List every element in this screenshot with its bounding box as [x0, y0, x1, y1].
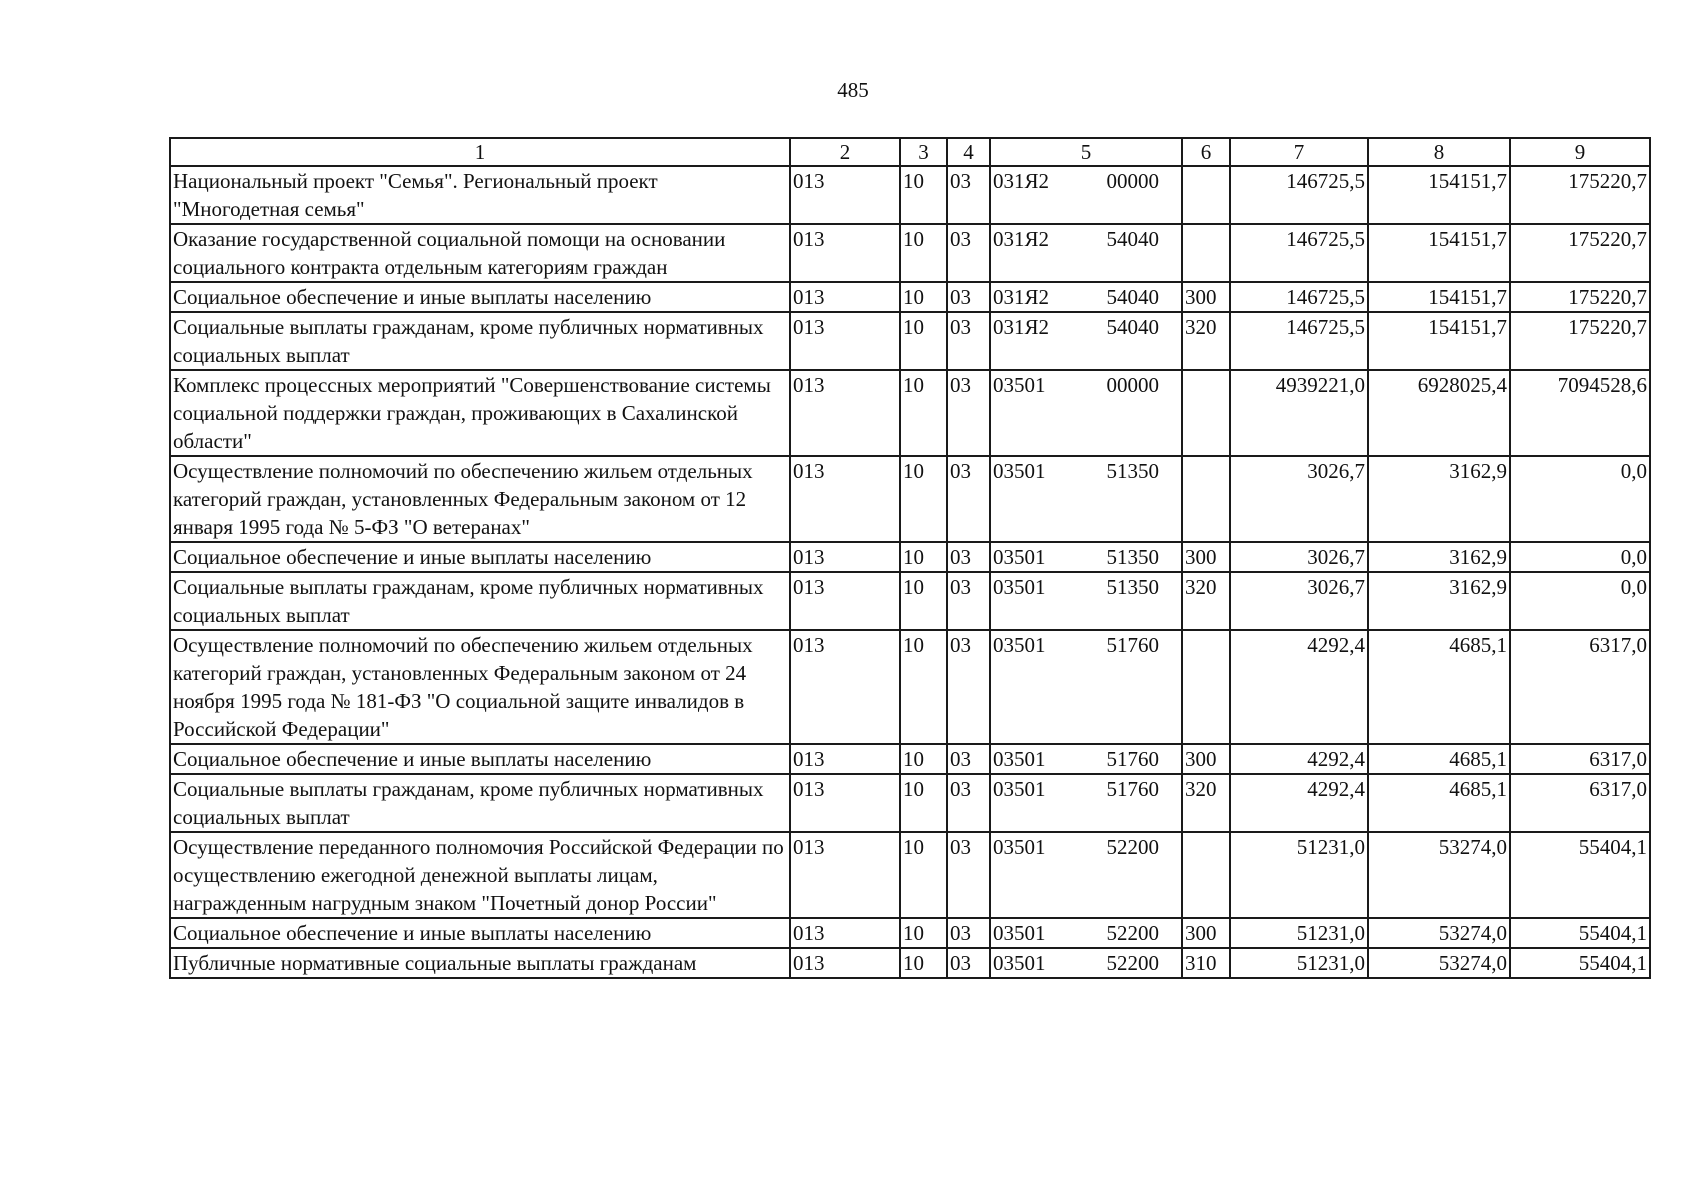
- table-row: [170, 832, 1650, 918]
- column-header-4: 4: [947, 138, 990, 166]
- row-name: Публичные нормативные социальные выплаты гражданам: [170, 948, 790, 978]
- row-expense-type: 300: [1182, 282, 1230, 312]
- row-subsection-code: 03: [947, 224, 990, 282]
- column-header-3: 3: [900, 138, 947, 166]
- row-amount-col9: 55404,1: [1510, 832, 1650, 918]
- table-row: [170, 774, 1650, 832]
- row-target-article: [990, 832, 1182, 918]
- header-row: [170, 138, 1650, 166]
- target-article-program: 03501: [993, 777, 1046, 801]
- target-article-program: 03501: [993, 835, 1046, 859]
- row-section-code: 10: [900, 948, 947, 978]
- row-subsection-code: 03: [947, 166, 990, 224]
- row-subsection-code: 03: [947, 918, 990, 948]
- target-article-program: 03501: [993, 747, 1046, 771]
- row-ministry-code: 013: [790, 948, 900, 978]
- table-row: [170, 166, 1650, 224]
- row-amount-col8: 6928025,4: [1368, 370, 1510, 456]
- row-amount-col8: 3162,9: [1368, 456, 1510, 542]
- target-article-direction: 00000: [1106, 373, 1159, 397]
- row-section-code: 10: [900, 542, 947, 572]
- row-expense-type: 300: [1182, 744, 1230, 774]
- row-ministry-code: 013: [790, 166, 900, 224]
- row-amount-col8: 4685,1: [1368, 774, 1510, 832]
- row-amount-col9: 0,0: [1510, 542, 1650, 572]
- row-amount-col7: 146725,5: [1230, 312, 1368, 370]
- row-amount-col9: 0,0: [1510, 456, 1650, 542]
- row-target-article: [990, 370, 1182, 456]
- row-expense-type: 300: [1182, 918, 1230, 948]
- row-subsection-code: 03: [947, 630, 990, 744]
- row-section-code: 10: [900, 456, 947, 542]
- row-name: Осуществление полномочий по обеспечению жильем отдельных категорий граждан, установленных Федеральным законом от 24 ноября 1995 года № 181-ФЗ "О социальной защите инвалидов в Российской Федерации": [170, 630, 790, 744]
- row-amount-col7: 3026,7: [1230, 456, 1368, 542]
- row-name: Социальное обеспечение и иные выплаты населению: [170, 542, 790, 572]
- row-subsection-code: 03: [947, 370, 990, 456]
- row-amount-col7: 51231,0: [1230, 948, 1368, 978]
- row-ministry-code: 013: [790, 630, 900, 744]
- target-article-direction: 51350: [1106, 575, 1159, 599]
- table-body: [170, 166, 1650, 978]
- row-amount-col8: 53274,0: [1368, 948, 1510, 978]
- table-row: [170, 918, 1650, 948]
- row-ministry-code: 013: [790, 774, 900, 832]
- column-header-6: 6: [1182, 138, 1230, 166]
- row-section-code: 10: [900, 630, 947, 744]
- row-amount-col8: 3162,9: [1368, 572, 1510, 630]
- row-amount-col9: 0,0: [1510, 572, 1650, 630]
- column-header-5: 5: [990, 138, 1182, 166]
- row-section-code: 10: [900, 918, 947, 948]
- table-row: [170, 744, 1650, 774]
- row-section-code: 10: [900, 224, 947, 282]
- row-name: Осуществление переданного полномочия Российской Федерации по осуществлению ежегодной денежной выплаты лицам, награжденным нагрудным знаком "Почетный донор России": [170, 832, 790, 918]
- row-amount-col7: 146725,5: [1230, 282, 1368, 312]
- row-amount-col8: 53274,0: [1368, 918, 1510, 948]
- row-amount-col9: 7094528,6: [1510, 370, 1650, 456]
- row-amount-col9: 6317,0: [1510, 744, 1650, 774]
- target-article-program: 03501: [993, 575, 1046, 599]
- row-amount-col9: 175220,7: [1510, 282, 1650, 312]
- row-subsection-code: 03: [947, 948, 990, 978]
- target-article-program: 03501: [993, 373, 1046, 397]
- row-target-article: [990, 630, 1182, 744]
- row-amount-col9: 175220,7: [1510, 166, 1650, 224]
- row-ministry-code: 013: [790, 744, 900, 774]
- row-amount-col9: 6317,0: [1510, 774, 1650, 832]
- column-header-9: 9: [1510, 138, 1650, 166]
- row-name: Оказание государственной социальной помощи на основании социального контракта отдельным категориям граждан: [170, 224, 790, 282]
- row-amount-col7: 146725,5: [1230, 224, 1368, 282]
- table-row: [170, 630, 1650, 744]
- row-subsection-code: 03: [947, 542, 990, 572]
- row-amount-col9: 55404,1: [1510, 948, 1650, 978]
- row-section-code: 10: [900, 282, 947, 312]
- row-amount-col7: 4292,4: [1230, 744, 1368, 774]
- row-amount-col8: 154151,7: [1368, 282, 1510, 312]
- row-amount-col9: 175220,7: [1510, 224, 1650, 282]
- row-target-article: [990, 774, 1182, 832]
- target-article-direction: 51350: [1106, 545, 1159, 569]
- row-name: Комплекс процессных мероприятий "Совершенствование системы социальной поддержки граждан, проживающих в Сахалинской области": [170, 370, 790, 456]
- column-header-8: 8: [1368, 138, 1510, 166]
- row-target-article: [990, 282, 1182, 312]
- row-amount-col9: 55404,1: [1510, 918, 1650, 948]
- row-name: Национальный проект "Семья". Региональный проект "Многодетная семья": [170, 166, 790, 224]
- row-amount-col9: 6317,0: [1510, 630, 1650, 744]
- table-row: [170, 282, 1650, 312]
- target-article-direction: 52200: [1106, 921, 1159, 945]
- row-amount-col8: 4685,1: [1368, 630, 1510, 744]
- column-header-1: 1: [170, 138, 790, 166]
- row-ministry-code: 013: [790, 832, 900, 918]
- row-amount-col8: 154151,7: [1368, 166, 1510, 224]
- table-row: [170, 456, 1650, 542]
- table-row: [170, 224, 1650, 282]
- target-article-direction: 51760: [1106, 747, 1159, 771]
- row-target-article: [990, 744, 1182, 774]
- row-target-article: [990, 918, 1182, 948]
- target-article-direction: 54040: [1106, 285, 1159, 309]
- row-name: Социальные выплаты гражданам, кроме публичных нормативных социальных выплат: [170, 572, 790, 630]
- target-article-program: 031Я2: [993, 227, 1050, 251]
- row-target-article: [990, 312, 1182, 370]
- target-article-direction: 51760: [1106, 633, 1159, 657]
- row-amount-col7: 4939221,0: [1230, 370, 1368, 456]
- column-header-7: 7: [1230, 138, 1368, 166]
- row-ministry-code: 013: [790, 370, 900, 456]
- row-ministry-code: 013: [790, 542, 900, 572]
- target-article-direction: 51760: [1106, 777, 1159, 801]
- row-subsection-code: 03: [947, 572, 990, 630]
- row-name: Социальные выплаты гражданам, кроме публичных нормативных социальных выплат: [170, 774, 790, 832]
- row-amount-col7: 51231,0: [1230, 832, 1368, 918]
- row-ministry-code: 013: [790, 224, 900, 282]
- target-article-program: 031Я2: [993, 315, 1050, 339]
- row-amount-col8: 3162,9: [1368, 542, 1510, 572]
- row-name: Осуществление полномочий по обеспечению жильем отдельных категорий граждан, установленных Федеральным законом от 12 января 1995 года № 5-ФЗ "О ветеранах": [170, 456, 790, 542]
- target-article-program: 03501: [993, 459, 1046, 483]
- table-row: [170, 312, 1650, 370]
- row-section-code: 10: [900, 370, 947, 456]
- page-number: 485: [837, 78, 869, 102]
- row-section-code: 10: [900, 744, 947, 774]
- row-amount-col7: 3026,7: [1230, 542, 1368, 572]
- row-target-article: [990, 166, 1182, 224]
- row-amount-col7: 4292,4: [1230, 774, 1368, 832]
- row-target-article: [990, 948, 1182, 978]
- row-name: Социальное обеспечение и иные выплаты населению: [170, 744, 790, 774]
- row-amount-col8: 4685,1: [1368, 744, 1510, 774]
- row-target-article: [990, 572, 1182, 630]
- row-amount-col7: 51231,0: [1230, 918, 1368, 948]
- target-article-program: 03501: [993, 545, 1046, 569]
- row-subsection-code: 03: [947, 774, 990, 832]
- row-expense-type: 300: [1182, 542, 1230, 572]
- row-expense-type: 320: [1182, 774, 1230, 832]
- row-expense-type: [1182, 456, 1230, 542]
- row-expense-type: [1182, 630, 1230, 744]
- row-section-code: 10: [900, 832, 947, 918]
- row-ministry-code: 013: [790, 456, 900, 542]
- table-row: [170, 370, 1650, 456]
- row-amount-col8: 53274,0: [1368, 832, 1510, 918]
- target-article-direction: 52200: [1106, 951, 1159, 975]
- row-section-code: 10: [900, 774, 947, 832]
- row-expense-type: [1182, 832, 1230, 918]
- row-target-article: [990, 224, 1182, 282]
- table-row: [170, 948, 1650, 978]
- row-name: Социальное обеспечение и иные выплаты населению: [170, 282, 790, 312]
- row-expense-type: 310: [1182, 948, 1230, 978]
- row-amount-col7: 146725,5: [1230, 166, 1368, 224]
- target-article-direction: 54040: [1106, 227, 1159, 251]
- row-expense-type: [1182, 224, 1230, 282]
- row-subsection-code: 03: [947, 456, 990, 542]
- row-section-code: 10: [900, 572, 947, 630]
- table-row: [170, 572, 1650, 630]
- target-article-direction: 54040: [1106, 315, 1159, 339]
- row-amount-col8: 154151,7: [1368, 312, 1510, 370]
- row-subsection-code: 03: [947, 312, 990, 370]
- row-subsection-code: 03: [947, 744, 990, 774]
- row-section-code: 10: [900, 166, 947, 224]
- row-expense-type: 320: [1182, 572, 1230, 630]
- row-name: Социальные выплаты гражданам, кроме публичных нормативных социальных выплат: [170, 312, 790, 370]
- target-article-program: 031Я2: [993, 169, 1050, 193]
- row-target-article: [990, 542, 1182, 572]
- row-name: Социальное обеспечение и иные выплаты населению: [170, 918, 790, 948]
- target-article-program: 031Я2: [993, 285, 1050, 309]
- target-article-program: 03501: [993, 921, 1046, 945]
- row-amount-col7: 3026,7: [1230, 572, 1368, 630]
- row-ministry-code: 013: [790, 312, 900, 370]
- row-subsection-code: 03: [947, 832, 990, 918]
- row-expense-type: [1182, 370, 1230, 456]
- row-ministry-code: 013: [790, 282, 900, 312]
- target-article-direction: 52200: [1106, 835, 1159, 859]
- target-article-direction: 00000: [1106, 169, 1159, 193]
- target-article-program: 03501: [993, 633, 1046, 657]
- table-row: [170, 542, 1650, 572]
- row-expense-type: 320: [1182, 312, 1230, 370]
- row-ministry-code: 013: [790, 572, 900, 630]
- row-expense-type: [1182, 166, 1230, 224]
- column-header-2: 2: [790, 138, 900, 166]
- target-article-direction: 51350: [1106, 459, 1159, 483]
- row-subsection-code: 03: [947, 282, 990, 312]
- row-target-article: [990, 456, 1182, 542]
- target-article-program: 03501: [993, 951, 1046, 975]
- row-amount-col9: 175220,7: [1510, 312, 1650, 370]
- row-amount-col8: 154151,7: [1368, 224, 1510, 282]
- row-section-code: 10: [900, 312, 947, 370]
- budget-table: [169, 137, 1651, 979]
- row-amount-col7: 4292,4: [1230, 630, 1368, 744]
- row-ministry-code: 013: [790, 918, 900, 948]
